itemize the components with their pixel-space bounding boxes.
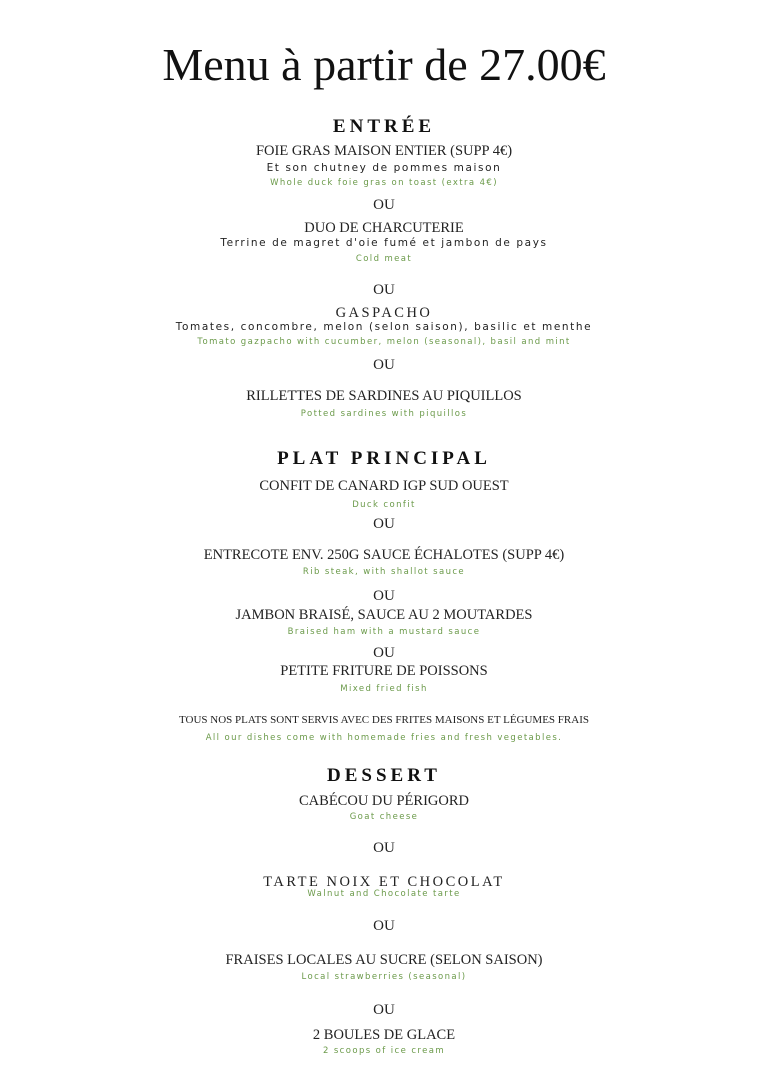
dish-english: Braised ham with a mustard sauce — [287, 627, 481, 637]
or-separator: OU — [373, 357, 395, 373]
or-separator: OU — [373, 588, 395, 604]
dish-english: Cold meat — [355, 254, 413, 264]
dish-name: DUO DE CHARCUTERIE — [304, 220, 464, 236]
dish-english: 2 scoops of ice cream — [322, 1046, 446, 1056]
or-separator: OU — [373, 1002, 395, 1018]
dish-english: Rib steak, with shallot sauce — [302, 567, 466, 577]
dish-english: Mixed fried fish — [340, 684, 428, 694]
dish-name: TARTE NOIX ET CHOCOLAT — [263, 874, 505, 890]
dish-name: ENTRECOTE ENV. 250G SAUCE ÉCHALOTES (SUPP 4€) — [203, 547, 565, 563]
page-title: Menu à partir de 27.00€ — [162, 39, 606, 90]
dish-description: Terrine de magret d'oie fumé et jambon de pays — [220, 237, 548, 249]
dish-description: Tomates, concombre, melon (selon saison), basilic et menthe — [175, 321, 593, 333]
dish-name: CONFIT DE CANARD IGP SUD OUEST — [259, 478, 509, 494]
or-separator: OU — [373, 645, 395, 661]
dish-name: RILLETTES DE SARDINES AU PIQUILLOS — [246, 388, 522, 404]
or-separator: OU — [373, 516, 395, 532]
dish-description: Et son chutney de pommes maison — [266, 162, 502, 174]
or-separator: OU — [373, 840, 395, 856]
dish-english: Walnut and Chocolate tarte — [307, 889, 461, 899]
dish-name: 2 BOULES DE GLACE — [312, 1027, 456, 1043]
section-heading-entree: ENTRÉE — [332, 116, 436, 137]
section-heading-plat-principal: PLAT PRINCIPAL — [277, 448, 491, 469]
dish-english: Whole duck foie gras on toast (extra 4€) — [270, 178, 498, 188]
dish-name: JAMBON BRAISÉ, SAUCE AU 2 MOUTARDES — [235, 607, 533, 623]
dish-name: CABÉCOU DU PÉRIGORD — [299, 793, 469, 809]
dish-english: Duck confit — [352, 500, 416, 510]
sides-note-english: All our dishes come with homemade fries and fresh vegetables. — [205, 733, 563, 743]
or-separator: OU — [373, 197, 395, 213]
dish-english: Goat cheese — [349, 812, 419, 822]
dish-name: PETITE FRITURE DE POISSONS — [280, 663, 488, 679]
dish-name: FOIE GRAS MAISON ENTIER (SUPP 4€) — [255, 143, 513, 159]
dish-english: Tomato gazpacho with cucumber, melon (seasonal), basil and mint — [197, 337, 571, 347]
dish-english: Potted sardines with piquillos — [300, 409, 468, 419]
sides-note: TOUS NOS PLATS SONT SERVIS AVEC DES FRITES MAISONS ET LÉGUMES FRAIS — [179, 714, 589, 726]
section-heading-dessert: DESSERT — [327, 765, 441, 786]
dish-name: GASPACHO — [335, 305, 433, 321]
dish-english: Local strawberries (seasonal) — [301, 972, 467, 982]
or-separator: OU — [373, 282, 395, 298]
or-separator: OU — [373, 918, 395, 934]
dish-name: FRAISES LOCALES AU SUCRE (SELON SAISON) — [225, 952, 543, 968]
